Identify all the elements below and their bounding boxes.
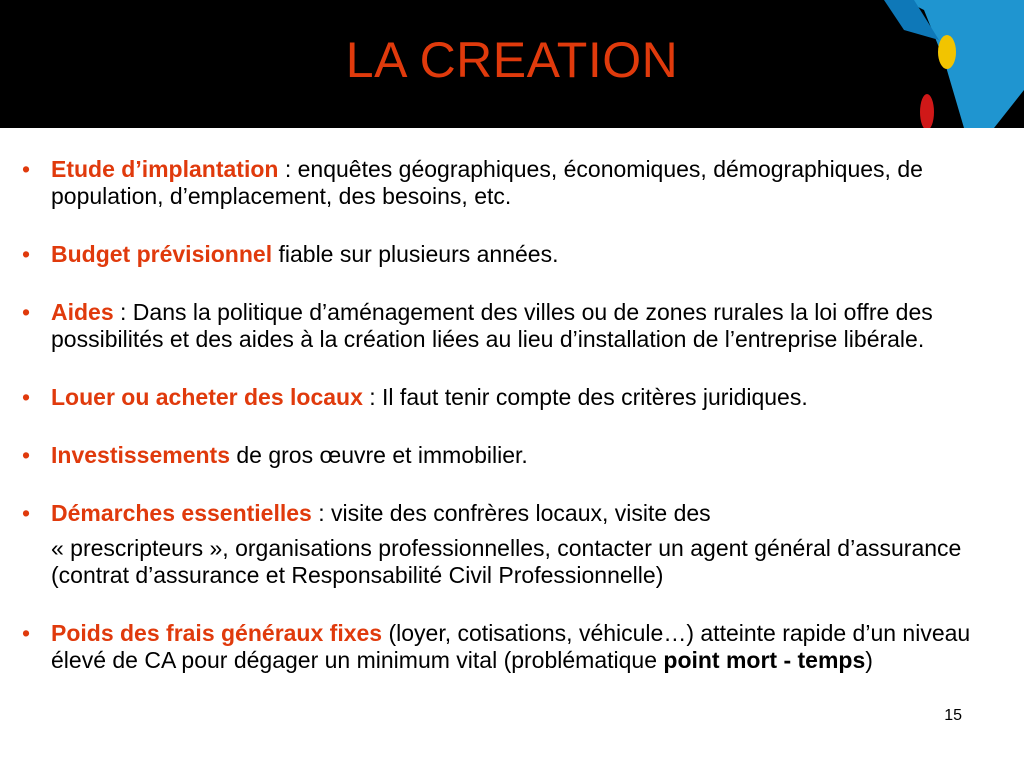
bullet-marker: • <box>22 156 31 182</box>
bullet-marker: • <box>22 241 31 267</box>
bullet-text: : Il faut tenir compte des critères juridiques. <box>362 384 808 410</box>
slide-header <box>0 0 1024 128</box>
bullet-term: Aides <box>51 299 114 325</box>
bullet-term: Poids des frais généraux fixes <box>51 620 383 646</box>
bullet-text-continued: « prescripteurs », organisations professionnelles, contacter un agent général d’assurance (contrat d’assurance et Responsabilité Civil Professionnelle) <box>51 535 962 588</box>
list-item <box>22 241 1012 268</box>
list-item <box>22 500 1012 589</box>
bullet-term: Etude d’implantation <box>51 156 279 182</box>
bullet-text: (loyer, cotisations, véhicule…) atteinte rapide d’un niveau élevé de CA pour dégager un minimum vital (problématique <box>51 620 971 673</box>
bullet-term: Budget prévisionnel <box>51 241 273 267</box>
list-item <box>22 299 1012 353</box>
bullet-term: Louer ou acheter des locaux <box>51 384 363 410</box>
bullet-text: : visite des confrères locaux, visite des <box>311 500 711 526</box>
decorative-logo-graphic <box>884 0 1024 128</box>
slide-body <box>22 156 1012 705</box>
bullet-bold-text: point mort - temps <box>663 647 866 673</box>
bullet-text: : Dans la politique d’aménagement des villes ou de zones rurales la loi offre des possibilités et des aides à la création liées au lieu d’installation de l’entreprise libérale. <box>51 299 933 352</box>
bullet-marker: • <box>22 384 31 410</box>
list-item <box>22 156 1012 210</box>
bullet-marker: • <box>22 620 31 646</box>
bullet-marker: • <box>22 500 31 526</box>
slide-title: LA CREATION <box>345 32 679 88</box>
bullet-text-end: ) <box>865 647 873 673</box>
bullet-marker: • <box>22 299 31 325</box>
list-item <box>22 384 1012 411</box>
bullet-text: fiable sur plusieurs années. <box>272 241 559 267</box>
bullet-marker: • <box>22 442 31 468</box>
bullet-text: : enquêtes géographiques, économiques, démographiques, de population, d’emplacement, des besoins, etc. <box>51 156 923 209</box>
bullet-term: Démarches essentielles <box>51 500 312 526</box>
page-number: 15 <box>944 707 962 724</box>
list-item <box>22 620 1012 674</box>
bullet-text: de gros œuvre et immobilier. <box>229 442 528 468</box>
list-item <box>22 442 1012 469</box>
bullet-term: Investissements <box>51 442 230 468</box>
